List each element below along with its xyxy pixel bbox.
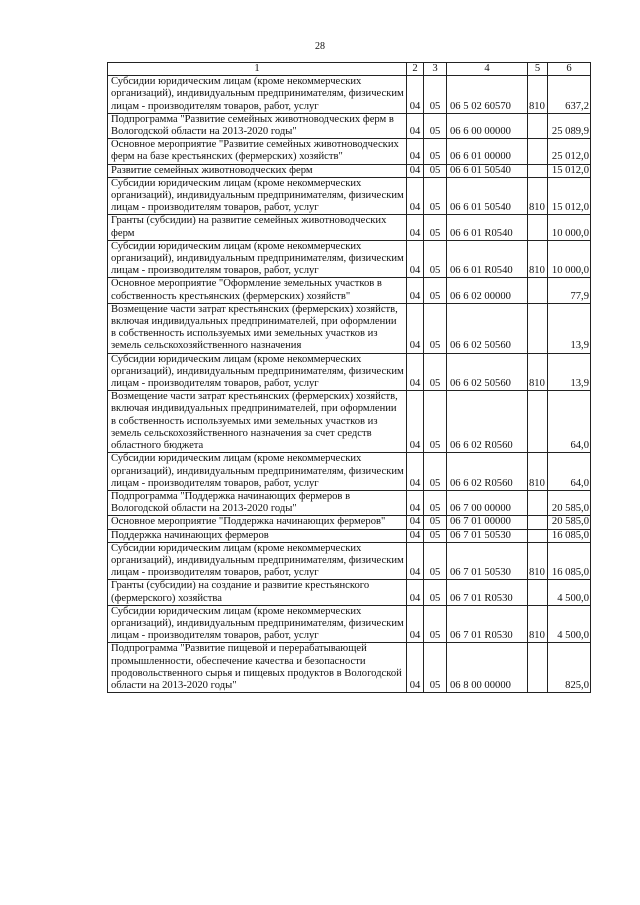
item-amount: 15 012,0 xyxy=(548,164,591,177)
item-name: Возмещение части затрат крестьянских (фермерских) хозяйств, включая индивидуальных предпринимателей, при оформлении в собственность используемых ими земельных участков из земель сельскохозяйственного назначения за счет средств областного бюджета xyxy=(108,391,407,453)
item-subsection: 05 xyxy=(424,76,447,114)
item-amount: 13,9 xyxy=(548,353,591,391)
item-expense-type xyxy=(528,113,548,138)
item-subsection: 05 xyxy=(424,139,447,164)
item-target-code: 06 6 02 50560 xyxy=(447,353,528,391)
item-name: Субсидии юридическим лицам (кроме некоммерческих организаций), индивидуальным предпринимателям, физическим лицам - производителям товаров, работ, услуг xyxy=(108,76,407,114)
item-amount: 10 000,0 xyxy=(548,215,591,240)
item-expense-type xyxy=(528,139,548,164)
item-subsection: 05 xyxy=(424,453,447,491)
item-subsection: 05 xyxy=(424,391,447,453)
item-section: 04 xyxy=(407,278,424,303)
item-name: Гранты (субсидии) на развитие семейных животноводческих ферм xyxy=(108,215,407,240)
item-section: 04 xyxy=(407,542,424,580)
item-section: 04 xyxy=(407,303,424,353)
item-expense-type xyxy=(528,215,548,240)
item-section: 04 xyxy=(407,139,424,164)
table-body xyxy=(108,63,591,693)
item-target-code: 06 6 01 R0540 xyxy=(447,215,528,240)
item-subsection: 05 xyxy=(424,605,447,643)
table-row xyxy=(108,453,591,491)
item-amount: 637,2 xyxy=(548,76,591,114)
table-row xyxy=(108,542,591,580)
table-row xyxy=(108,529,591,542)
table-row xyxy=(108,643,591,693)
item-target-code: 06 6 02 R0560 xyxy=(447,453,528,491)
item-expense-type xyxy=(528,516,548,529)
item-section: 04 xyxy=(407,643,424,693)
item-target-code: 06 6 01 00000 xyxy=(447,139,528,164)
item-expense-type xyxy=(528,278,548,303)
item-name: Подпрограмма "Развитие пищевой и перерабатывающей промышленности, обеспечение качества и безопасности продовольственного сырья и пищевых продуктов в Вологодской области на 2013-2020 годы" xyxy=(108,643,407,693)
item-expense-type: 810 xyxy=(528,76,548,114)
item-target-code: 06 6 02 50560 xyxy=(447,303,528,353)
item-section: 04 xyxy=(407,391,424,453)
item-name: Подпрограмма "Поддержка начинающих фермеров в Вологодской области на 2013-2020 годы" xyxy=(108,490,407,515)
item-target-code: 06 6 01 50540 xyxy=(447,164,528,177)
item-amount: 4 500,0 xyxy=(548,580,591,605)
item-expense-type xyxy=(528,391,548,453)
item-amount: 64,0 xyxy=(548,453,591,491)
table-row xyxy=(108,215,591,240)
table-row xyxy=(108,605,591,643)
page-number: 28 xyxy=(315,41,325,52)
header-col-2: 2 xyxy=(407,63,424,76)
item-name: Субсидии юридическим лицам (кроме некоммерческих организаций), индивидуальным предпринимателям, физическим лицам - производителям товаров, работ, услуг xyxy=(108,177,407,215)
item-amount: 25 089,9 xyxy=(548,113,591,138)
table-row xyxy=(108,177,591,215)
item-amount: 825,0 xyxy=(548,643,591,693)
item-name: Основное мероприятие "Поддержка начинающих фермеров" xyxy=(108,516,407,529)
budget-table xyxy=(107,62,591,693)
item-expense-type xyxy=(528,490,548,515)
item-name: Субсидии юридическим лицам (кроме некоммерческих организаций), индивидуальным предпринимателям, физическим лицам - производителям товаров, работ, услуг xyxy=(108,453,407,491)
item-section: 04 xyxy=(407,177,424,215)
item-name: Основное мероприятие "Оформление земельных участков в собственность крестьянских (фермерских) хозяйств" xyxy=(108,278,407,303)
item-amount: 15 012,0 xyxy=(548,177,591,215)
item-name: Возмещение части затрат крестьянских (фермерских) хозяйств, включая индивидуальных предпринимателей, при оформлении в собственность используемых ими земельных участков из земель сельскохозяйственного назначения xyxy=(108,303,407,353)
table-row xyxy=(108,278,591,303)
table-row xyxy=(108,240,591,278)
header-col-1: 1 xyxy=(108,63,407,76)
table-row xyxy=(108,391,591,453)
item-amount: 20 585,0 xyxy=(548,516,591,529)
item-expense-type xyxy=(528,164,548,177)
item-subsection: 05 xyxy=(424,278,447,303)
item-subsection: 05 xyxy=(424,529,447,542)
item-section: 04 xyxy=(407,490,424,515)
item-section: 04 xyxy=(407,516,424,529)
item-section: 04 xyxy=(407,580,424,605)
item-expense-type: 810 xyxy=(528,353,548,391)
item-name: Гранты (субсидии) на создание и развитие крестьянского (фермерского) хозяйства xyxy=(108,580,407,605)
table-row xyxy=(108,580,591,605)
table-row xyxy=(108,490,591,515)
item-name: Субсидии юридическим лицам (кроме некоммерческих организаций), индивидуальным предпринимателям, физическим лицам - производителям товаров, работ, услуг xyxy=(108,353,407,391)
item-expense-type: 810 xyxy=(528,542,548,580)
item-expense-type: 810 xyxy=(528,453,548,491)
item-target-code: 06 7 00 00000 xyxy=(447,490,528,515)
item-target-code: 06 7 01 R0530 xyxy=(447,580,528,605)
item-amount: 13,9 xyxy=(548,303,591,353)
header-row xyxy=(108,63,591,76)
item-target-code: 06 7 01 50530 xyxy=(447,542,528,580)
item-subsection: 05 xyxy=(424,643,447,693)
item-expense-type: 810 xyxy=(528,177,548,215)
item-subsection: 05 xyxy=(424,490,447,515)
header-col-5: 5 xyxy=(528,63,548,76)
table-row xyxy=(108,516,591,529)
item-name: Развитие семейных животноводческих ферм xyxy=(108,164,407,177)
item-section: 04 xyxy=(407,76,424,114)
item-section: 04 xyxy=(407,529,424,542)
table-row xyxy=(108,303,591,353)
item-section: 04 xyxy=(407,353,424,391)
item-section: 04 xyxy=(407,240,424,278)
item-target-code: 06 6 02 R0560 xyxy=(447,391,528,453)
item-subsection: 05 xyxy=(424,164,447,177)
item-amount: 10 000,0 xyxy=(548,240,591,278)
item-name: Субсидии юридическим лицам (кроме некоммерческих организаций), индивидуальным предпринимателям, физическим лицам - производителям товаров, работ, услуг xyxy=(108,542,407,580)
item-target-code: 06 8 00 00000 xyxy=(447,643,528,693)
item-name: Подпрограмма "Развитие семейных животноводческих ферм в Вологодской области на 2013-2020 годы" xyxy=(108,113,407,138)
item-section: 04 xyxy=(407,605,424,643)
item-expense-type: 810 xyxy=(528,605,548,643)
header-col-4: 4 xyxy=(447,63,528,76)
item-target-code: 06 6 00 00000 xyxy=(447,113,528,138)
item-subsection: 05 xyxy=(424,353,447,391)
item-section: 04 xyxy=(407,215,424,240)
header-col-6: 6 xyxy=(548,63,591,76)
item-amount: 77,9 xyxy=(548,278,591,303)
item-target-code: 06 6 01 R0540 xyxy=(447,240,528,278)
item-expense-type xyxy=(528,580,548,605)
item-target-code: 06 6 01 50540 xyxy=(447,177,528,215)
item-amount: 25 012,0 xyxy=(548,139,591,164)
table-row xyxy=(108,353,591,391)
item-section: 04 xyxy=(407,113,424,138)
item-section: 04 xyxy=(407,453,424,491)
item-name: Поддержка начинающих фермеров xyxy=(108,529,407,542)
item-subsection: 05 xyxy=(424,240,447,278)
item-amount: 16 085,0 xyxy=(548,529,591,542)
table-row xyxy=(108,164,591,177)
item-expense-type xyxy=(528,303,548,353)
table-row xyxy=(108,76,591,114)
item-target-code: 06 6 02 00000 xyxy=(447,278,528,303)
item-target-code: 06 7 01 00000 xyxy=(447,516,528,529)
item-subsection: 05 xyxy=(424,215,447,240)
item-name: Основное мероприятие "Развитие семейных животноводческих ферм на базе крестьянских (фермерских) хозяйств" xyxy=(108,139,407,164)
table-row xyxy=(108,113,591,138)
table-row xyxy=(108,139,591,164)
item-target-code: 06 5 02 60570 xyxy=(447,76,528,114)
item-expense-type: 810 xyxy=(528,240,548,278)
item-subsection: 05 xyxy=(424,177,447,215)
item-name: Субсидии юридическим лицам (кроме некоммерческих организаций), индивидуальным предпринимателям, физическим лицам - производителям товаров, работ, услуг xyxy=(108,605,407,643)
item-section: 04 xyxy=(407,164,424,177)
item-subsection: 05 xyxy=(424,113,447,138)
item-expense-type xyxy=(528,643,548,693)
header-col-3: 3 xyxy=(424,63,447,76)
item-subsection: 05 xyxy=(424,542,447,580)
item-amount: 20 585,0 xyxy=(548,490,591,515)
item-subsection: 05 xyxy=(424,580,447,605)
item-amount: 4 500,0 xyxy=(548,605,591,643)
item-subsection: 05 xyxy=(424,516,447,529)
item-amount: 64,0 xyxy=(548,391,591,453)
item-amount: 16 085,0 xyxy=(548,542,591,580)
item-subsection: 05 xyxy=(424,303,447,353)
item-target-code: 06 7 01 R0530 xyxy=(447,605,528,643)
item-name: Субсидии юридическим лицам (кроме некоммерческих организаций), индивидуальным предпринимателям, физическим лицам - производителям товаров, работ, услуг xyxy=(108,240,407,278)
item-target-code: 06 7 01 50530 xyxy=(447,529,528,542)
item-expense-type xyxy=(528,529,548,542)
